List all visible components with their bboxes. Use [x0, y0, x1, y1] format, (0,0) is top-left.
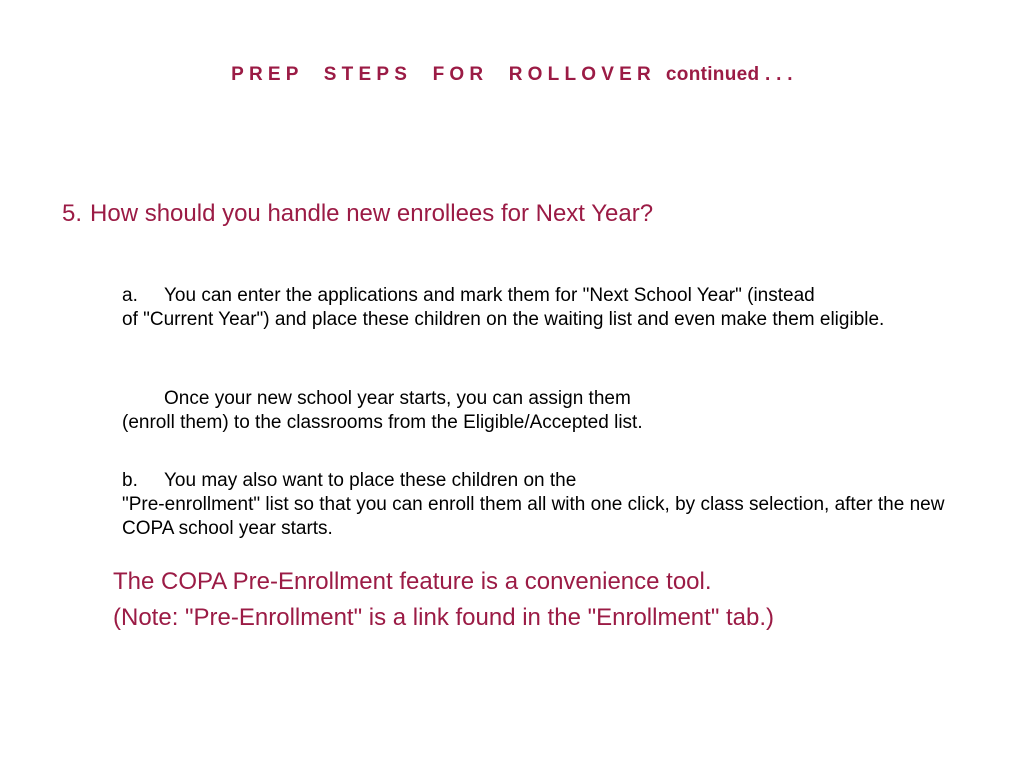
item-a-first-line — [122, 284, 972, 308]
footer-note — [113, 564, 774, 636]
item-b — [122, 469, 972, 541]
item-b-line1: You may also want to place these children on the — [164, 470, 577, 491]
note-line1: Once your new school year starts, you can assign them — [164, 388, 631, 409]
item-a-line1: You can enter the applications and mark them for "Next School Year" (instead — [164, 285, 815, 306]
slide-title-suffix: continued . . . — [665, 64, 793, 85]
item-b-first-line — [122, 469, 972, 493]
item-a-note — [122, 387, 972, 435]
question-heading — [62, 200, 653, 228]
slide-title — [0, 64, 1024, 86]
footer-line2: (Note: "Pre-Enrollment" is a link found in the "Enrollment" tab.) — [113, 604, 775, 631]
footer-line1: The COPA Pre-Enrollment feature is a convenience tool. — [113, 568, 712, 595]
item-a-marker: a. — [122, 285, 138, 306]
note-line2: (enroll them) to the classrooms from the Eligible/Accepted list. — [122, 412, 643, 433]
item-a — [122, 284, 972, 332]
item-b-rest: "Pre-enrollment" list so that you can enroll them all with one click, by class selection, after the new COPA school year starts. — [122, 494, 945, 539]
slide-title-main: PREP STEPS FOR ROLLOVER — [231, 64, 656, 85]
question-number: 5. — [62, 200, 83, 227]
item-b-marker: b. — [122, 470, 138, 491]
question-text: How should you handle new enrollees for Next Year? — [90, 200, 654, 227]
item-a-rest: of "Current Year") and place these children on the waiting list and even make them eligible. — [122, 309, 885, 330]
